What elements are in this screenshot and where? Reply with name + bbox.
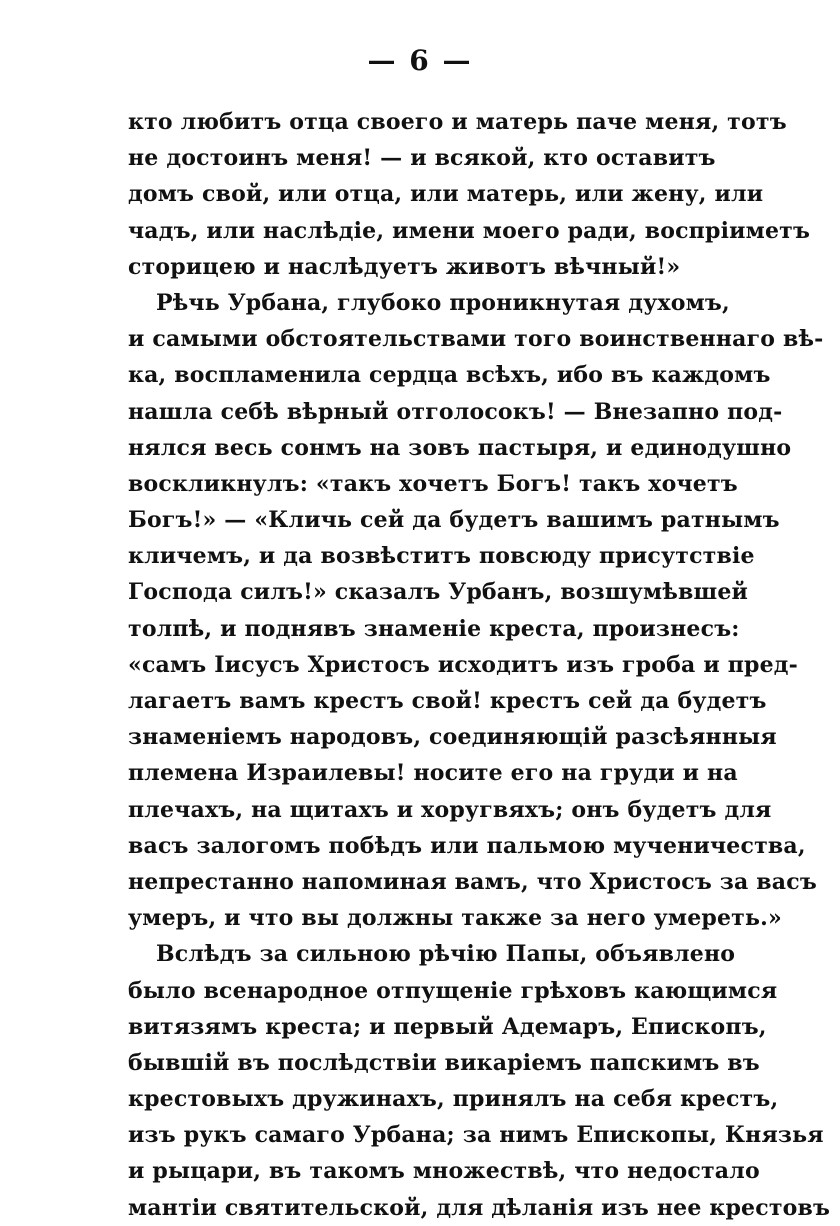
paragraph-start-line: Вслѣдъ за сильною рѣчію Папы, объявлено (156, 941, 736, 968)
text-line: «самъ Іисусъ Христосъ исходитъ изъ гроба и пред- (128, 651, 798, 678)
text-line: бывшій въ послѣдствіи викаріемъ папскимъ въ (128, 1049, 760, 1076)
text-line: Богъ!» — «Кличь сей да будетъ вашимъ ратнымъ (128, 507, 780, 534)
text-line: непрестанно напоминая вамъ, что Христосъ за васъ (128, 868, 817, 895)
text-line: толпѣ, и поднявъ знаменіе креста, произнесъ: (128, 615, 740, 642)
text-line: было всенародное отпущеніе грѣховъ кающимся (128, 977, 778, 1004)
text-line: плечахъ, на щитахъ и хоругвяхъ; онъ будетъ для (128, 796, 772, 823)
page-number-header: — 6 — (367, 44, 473, 77)
text-line: и самыми обстоятельствами того воинственнаго вѣ- (128, 326, 824, 353)
text-line: домъ свой, или отца, или матерь, или жену, или (128, 181, 764, 208)
text-line: витязямъ креста; и первый Адемаръ, Епископъ, (128, 1013, 767, 1040)
text-line: лагаетъ вамъ крестъ свой! крестъ сей да будетъ (128, 688, 767, 714)
text-line: знаменіемъ народовъ, соединяющій разсѣянныя (128, 724, 777, 751)
text-line: ка, воспламенила сердца всѣхъ, ибо въ каждомъ (128, 362, 771, 389)
text-line: васъ залогомъ побѣдъ или пальмою мученичества, (128, 832, 806, 859)
text-line: нялся весь сонмъ на зовъ пастыря, и единодушно (128, 434, 792, 461)
text-line: и рыцари, въ такомъ множествѣ, что недостало (128, 1158, 760, 1185)
text-line: кличемъ, и да возвѣститъ повсюду присутствіе (128, 543, 755, 570)
text-line: кто любитъ отца своего и матерь паче меня, тотъ (128, 109, 787, 135)
text-line: нашла себѣ вѣрный отголосокъ! — Внезапно под- (128, 398, 783, 425)
text-line: Господа силъ!» сказалъ Урбанъ, возшумѣвшей (128, 579, 749, 606)
page-body-text (128, 104, 831, 1226)
text-line: изъ рукъ самаго Урбана; за нимъ Епископы, Князья (128, 1122, 824, 1149)
paragraph-start-line: Рѣчь Урбана, глубоко проникнутая духомъ, (156, 289, 730, 316)
text-line: мантіи святительской, для дѣланія изъ нее крестовъ (128, 1194, 831, 1221)
text-line: чадъ, или наслѣдіе, имени моего ради, воспріиметъ (128, 217, 811, 244)
text-line: сторицею и наслѣдуетъ животъ вѣчный!» (128, 253, 681, 280)
text-line: племена Израилевы! носите его на груди и на (128, 760, 738, 787)
text-line: воскликнулъ: «такъ хочетъ Богъ! такъ хочетъ (128, 470, 738, 497)
text-line: умеръ, и что вы должны также за него умереть.» (128, 905, 782, 932)
text-line: крестовыхъ дружинахъ, принялъ на себя крестъ, (128, 1086, 779, 1113)
text-line: не достоинъ меня! — и всякой, кто оставитъ (128, 145, 716, 172)
